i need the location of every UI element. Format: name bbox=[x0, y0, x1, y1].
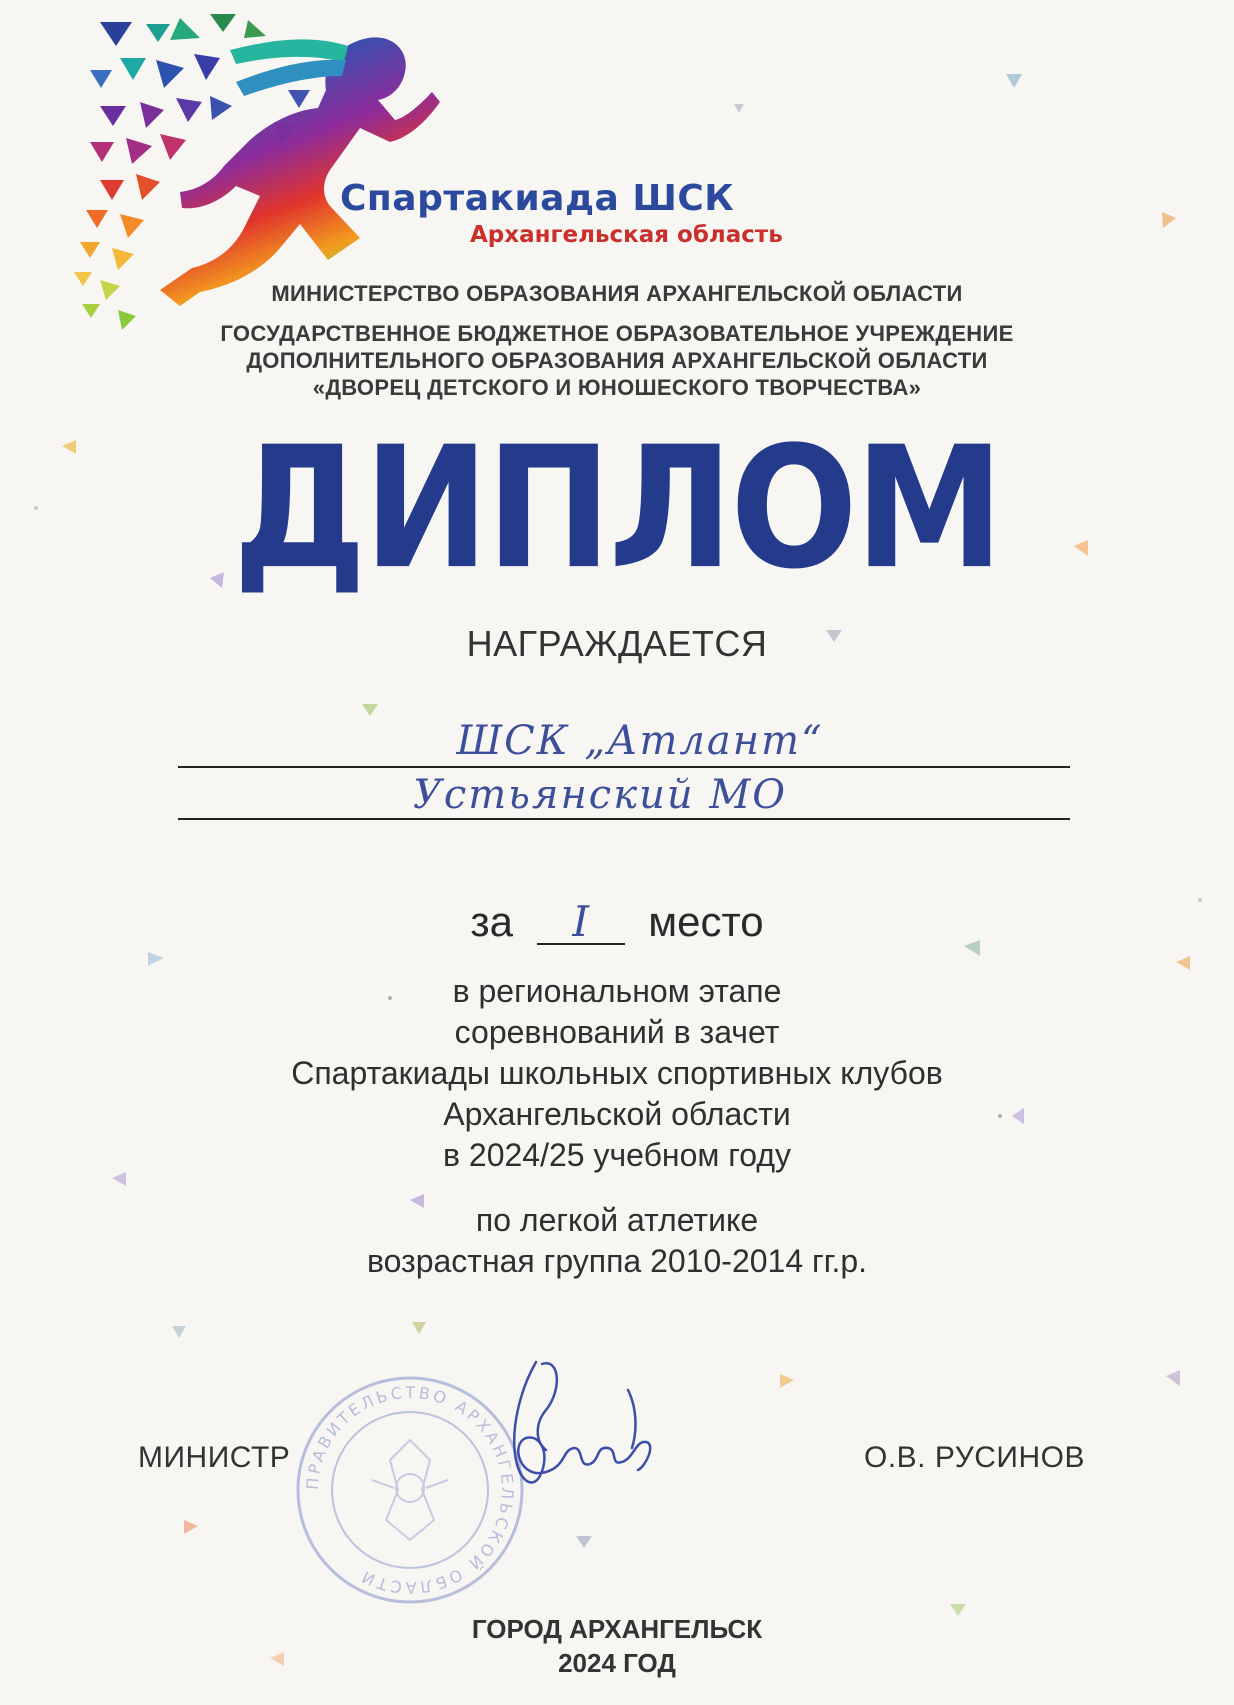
body-line-2: соревнований в зачет bbox=[454, 1014, 780, 1050]
place-row bbox=[0, 898, 1234, 946]
recipient-club: ШСК „Атлант“ bbox=[456, 718, 824, 764]
signature-icon bbox=[450, 1350, 670, 1530]
organization-line-3: «ДВОРЕЦ ДЕТСКОГО И ЮНОШЕСКОГО ТВОРЧЕСТВА» bbox=[312, 375, 922, 400]
minister-label: МИНИСТР bbox=[138, 1441, 291, 1474]
awarded-label: НАГРАЖДАЕТСЯ bbox=[466, 623, 768, 664]
stamp-text: ПРАВИТЕЛЬСТВО АРХАНГЕЛЬСКОЙ ОБЛАСТИ bbox=[302, 1382, 518, 1598]
body-line-6: по легкой атлетике bbox=[475, 1202, 759, 1238]
city-label: ГОРОД АРХАНГЕЛЬСК bbox=[471, 1614, 763, 1644]
organization-line-1: ГОСУДАРСТВЕННОЕ БЮДЖЕТНОЕ ОБРАЗОВАТЕЛЬНОЕ УЧРЕЖДЕНИЕ bbox=[220, 321, 1014, 346]
place-suffix: место bbox=[648, 898, 764, 945]
ministry-name: МИНИСТЕРСТВО ОБРАЗОВАНИЯ АРХАНГЕЛЬСКОЙ ОБЛАСТИ bbox=[271, 281, 963, 306]
body-line-5: в 2024/25 учебном году bbox=[443, 1137, 791, 1173]
body-line-4: Архангельской области bbox=[443, 1096, 791, 1132]
recipient-line-1 bbox=[178, 766, 1070, 768]
recipient-district: Устьянский МО bbox=[412, 772, 788, 818]
place-prefix: за bbox=[470, 898, 513, 945]
year-label: 2024 ГОД bbox=[558, 1648, 676, 1678]
place-blank bbox=[537, 897, 625, 946]
logo-title: Спартакиада ШСК bbox=[340, 178, 735, 219]
diploma-title: ДИПЛОМ bbox=[232, 411, 1002, 607]
body-line-7: возрастная группа 2010-2014 гг.р. bbox=[366, 1243, 868, 1279]
logo-subtitle: Архангельская область bbox=[470, 222, 783, 248]
place-value: I bbox=[572, 897, 589, 946]
minister-name: О.В. РУСИНОВ bbox=[864, 1441, 1085, 1474]
body-line-1: в региональном этапе bbox=[452, 973, 782, 1009]
recipient-line-2 bbox=[178, 818, 1070, 820]
organization-line-2: ДОПОЛНИТЕЛЬНОГО ОБРАЗОВАНИЯ АРХАНГЕЛЬСКОЙ ОБЛАСТИ bbox=[246, 348, 988, 373]
body-line-3: Спартакиады школьных спортивных клубов bbox=[291, 1055, 943, 1091]
